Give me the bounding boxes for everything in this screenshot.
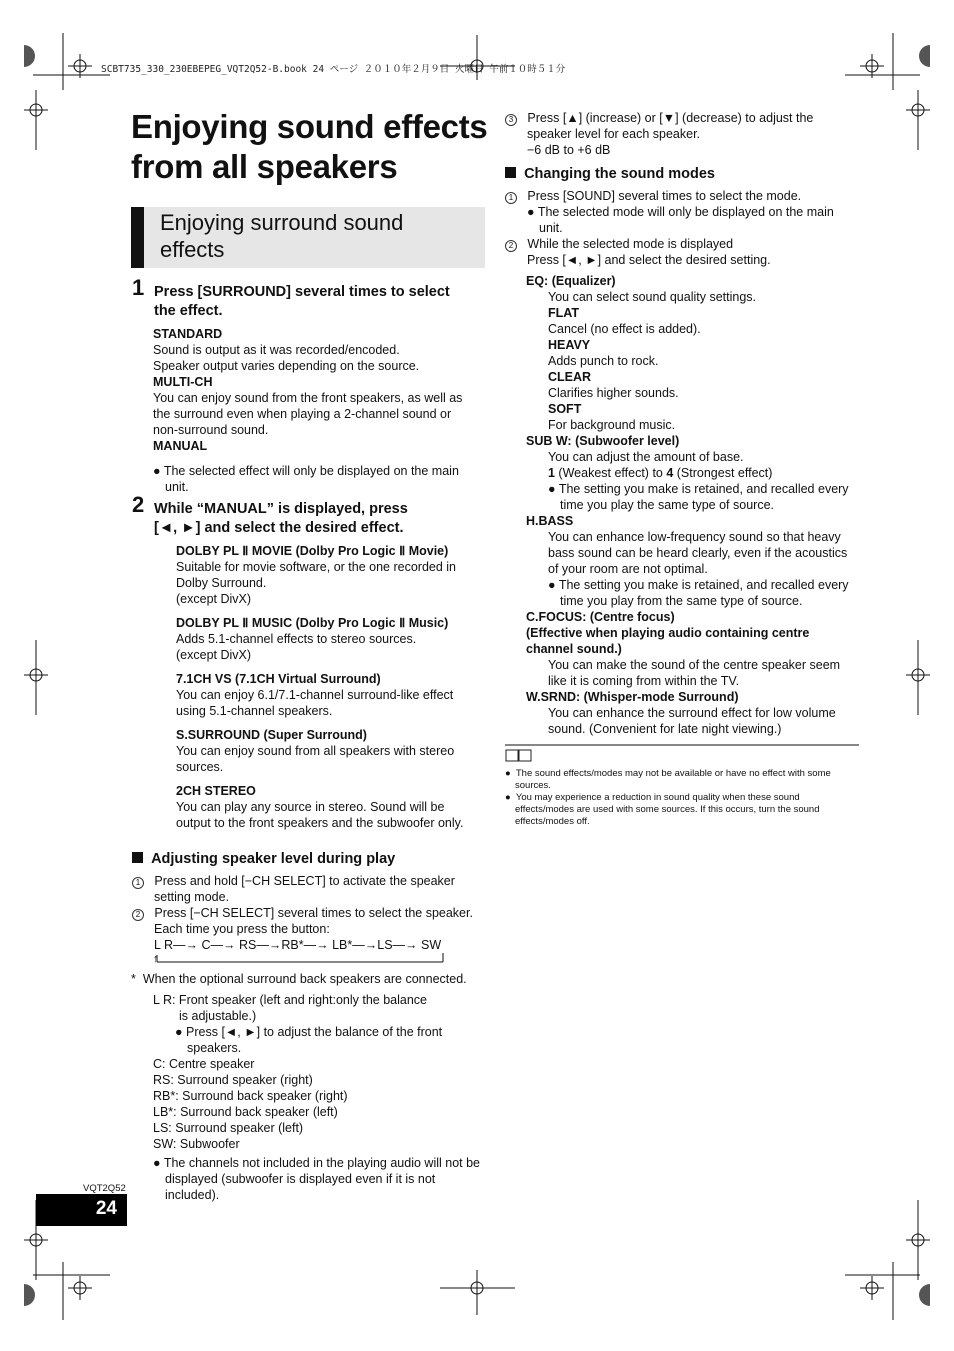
step-2-number: 2: [132, 492, 145, 517]
adjust-step-3: 3 Press [▲] (increase) or [▼] (decrease) to adjust the speaker level for each speaker. −6 dB to +6 dB: [505, 110, 813, 158]
speaker-legend: L R: Front speaker (left and right:only the balance is adjustable.) ● Press [◄, ►] to adjust the balance of the front speakers. C: Centre speaker RS: Surround speaker (right) RB*: Surround back speaker (right) LB*: Surround back speaker (left) LS: Surround speaker (left) SW: Subwoofer: [153, 993, 443, 1151]
square-bullet-icon: [505, 167, 516, 178]
circled-1-icon: 1: [132, 877, 144, 889]
step-1-modes: STANDARD Sound is output as it was recorded/encoded. Speaker output varies depending on the source. MULTI-CH You can enjoy sound from the front speakers, as well as the surround even when playing a 2-channel sound or non-surround sound. MANUAL: [153, 327, 463, 453]
footnote: * When the optional surround back speakers are connected.: [131, 972, 467, 986]
adjust-heading: Adjusting speaker level during play: [132, 850, 395, 869]
adjust-step-1: 1 Press and hold [−CH SELECT] to activate the speaker setting mode.: [132, 873, 455, 905]
print-header: SCBT735_330_230EBEPEG_VQT2Q52-B.book 24 ページ ２０１０年２月９日 火曜日 午前１０時５１分: [101, 64, 566, 75]
page-number-box: [36, 1194, 127, 1226]
step-1-number: 1: [132, 275, 145, 300]
model-code: VQT2Q52: [83, 1183, 126, 1194]
return-arrow-icon: ↑: [153, 953, 159, 965]
sound-mode-list: EQ: (Equalizer) You can select sound quality settings. FLAT Cancel (no effect is added). HEAVY Adds punch to rock. CLEAR Clarifies higher sounds. SOFT For background music. SUB W: (Subwoofer level) You can adjust the amount of base. 1 (Weakest effect) to 4 (Strongest effect) ● The setting you make is retained, and recalled every time you play the same type of source. H.BASS You can enhance low-frequency sound so that heavy bass sound can be heard clearly, even if the acoustics of your room are not optimal. ● The setting you make is retained, and recalled every time you play from the same type of source. C.FOCUS: (Centre focus) (Effective when playing audio containing centre channel sound.) You can make the sound of the centre speaker seem like it is coming from within the TV. W.SRND: (Whisper-mode Surround) You can enhance the surround effect for low volume sound. (Convenient for late night viewing.): [526, 274, 849, 736]
step-1-note: ● The selected effect will only be displayed on the main unit.: [153, 464, 459, 494]
channels-note: ● The channels not included in the playing audio will not be displayed (subwoofer is displayed even if it is not included).: [153, 1156, 480, 1202]
circled-1-icon: 1: [505, 192, 517, 204]
section-bar: [131, 207, 144, 268]
section-heading: Enjoying surround sound effects: [131, 207, 485, 268]
speaker-sequence: L R—→ C—→ RS—→RB*—→ LB*—→LS—→ SW: [154, 938, 442, 952]
adjust-step-2: 2 Press [−CH SELECT] several times to select the speaker. Each time you press the button:: [132, 905, 473, 937]
circled-3-icon: 3: [505, 114, 517, 126]
modes-step-1: 1 Press [SOUND] several times to select the mode. ● The selected mode will only be displayed on the main unit.: [505, 188, 834, 236]
step-2-text: While “MANUAL” is displayed, press [◄, ►] and select the desired effect.: [154, 501, 408, 536]
book-icon: [505, 749, 533, 763]
circled-2-icon: 2: [505, 240, 517, 252]
square-bullet-icon: [132, 852, 143, 863]
page-title: Enjoying sound effects from all speakers: [131, 108, 488, 185]
circled-2-icon: 2: [132, 909, 144, 921]
page-number: 24: [95, 1198, 117, 1219]
modes-heading: Changing the sound modes: [505, 165, 715, 184]
step-1-text: Press [SURROUND] several times to select the effect.: [154, 284, 450, 319]
notes-list: ● The sound effects/modes may not be available or have no effect with some sources. ● You may experience a reduction in sound quality when these sound effects/modes are used with some sources. If this occurs, turn the sound effects/modes off.: [505, 768, 831, 827]
step-2-effects: DOLBY PL Ⅱ MOVIE (Dolby Pro Logic Ⅱ Movie) Suitable for movie software, or the one recorded in Dolby Surround. (except DivX) DOLBY PL Ⅱ MUSIC (Dolby Pro Logic Ⅱ Music) Adds 5.1-channel effects to stereo sources. (except DivX) 7.1CH VS (7.1CH Virtual Surround) You can enjoy 6.1/7.1-channel surround-like effect using 5.1-channel speakers. S.SURROUND (Super Surround) You can enjoy sound from all speakers with stereo sources. 2CH STEREO You can play any source in stereo. Sound will be output to the front speakers and the subwoofer only.: [176, 544, 464, 830]
modes-step-2: 2 While the selected mode is displayed Press [◄, ►] and select the desired setting.: [505, 236, 771, 268]
